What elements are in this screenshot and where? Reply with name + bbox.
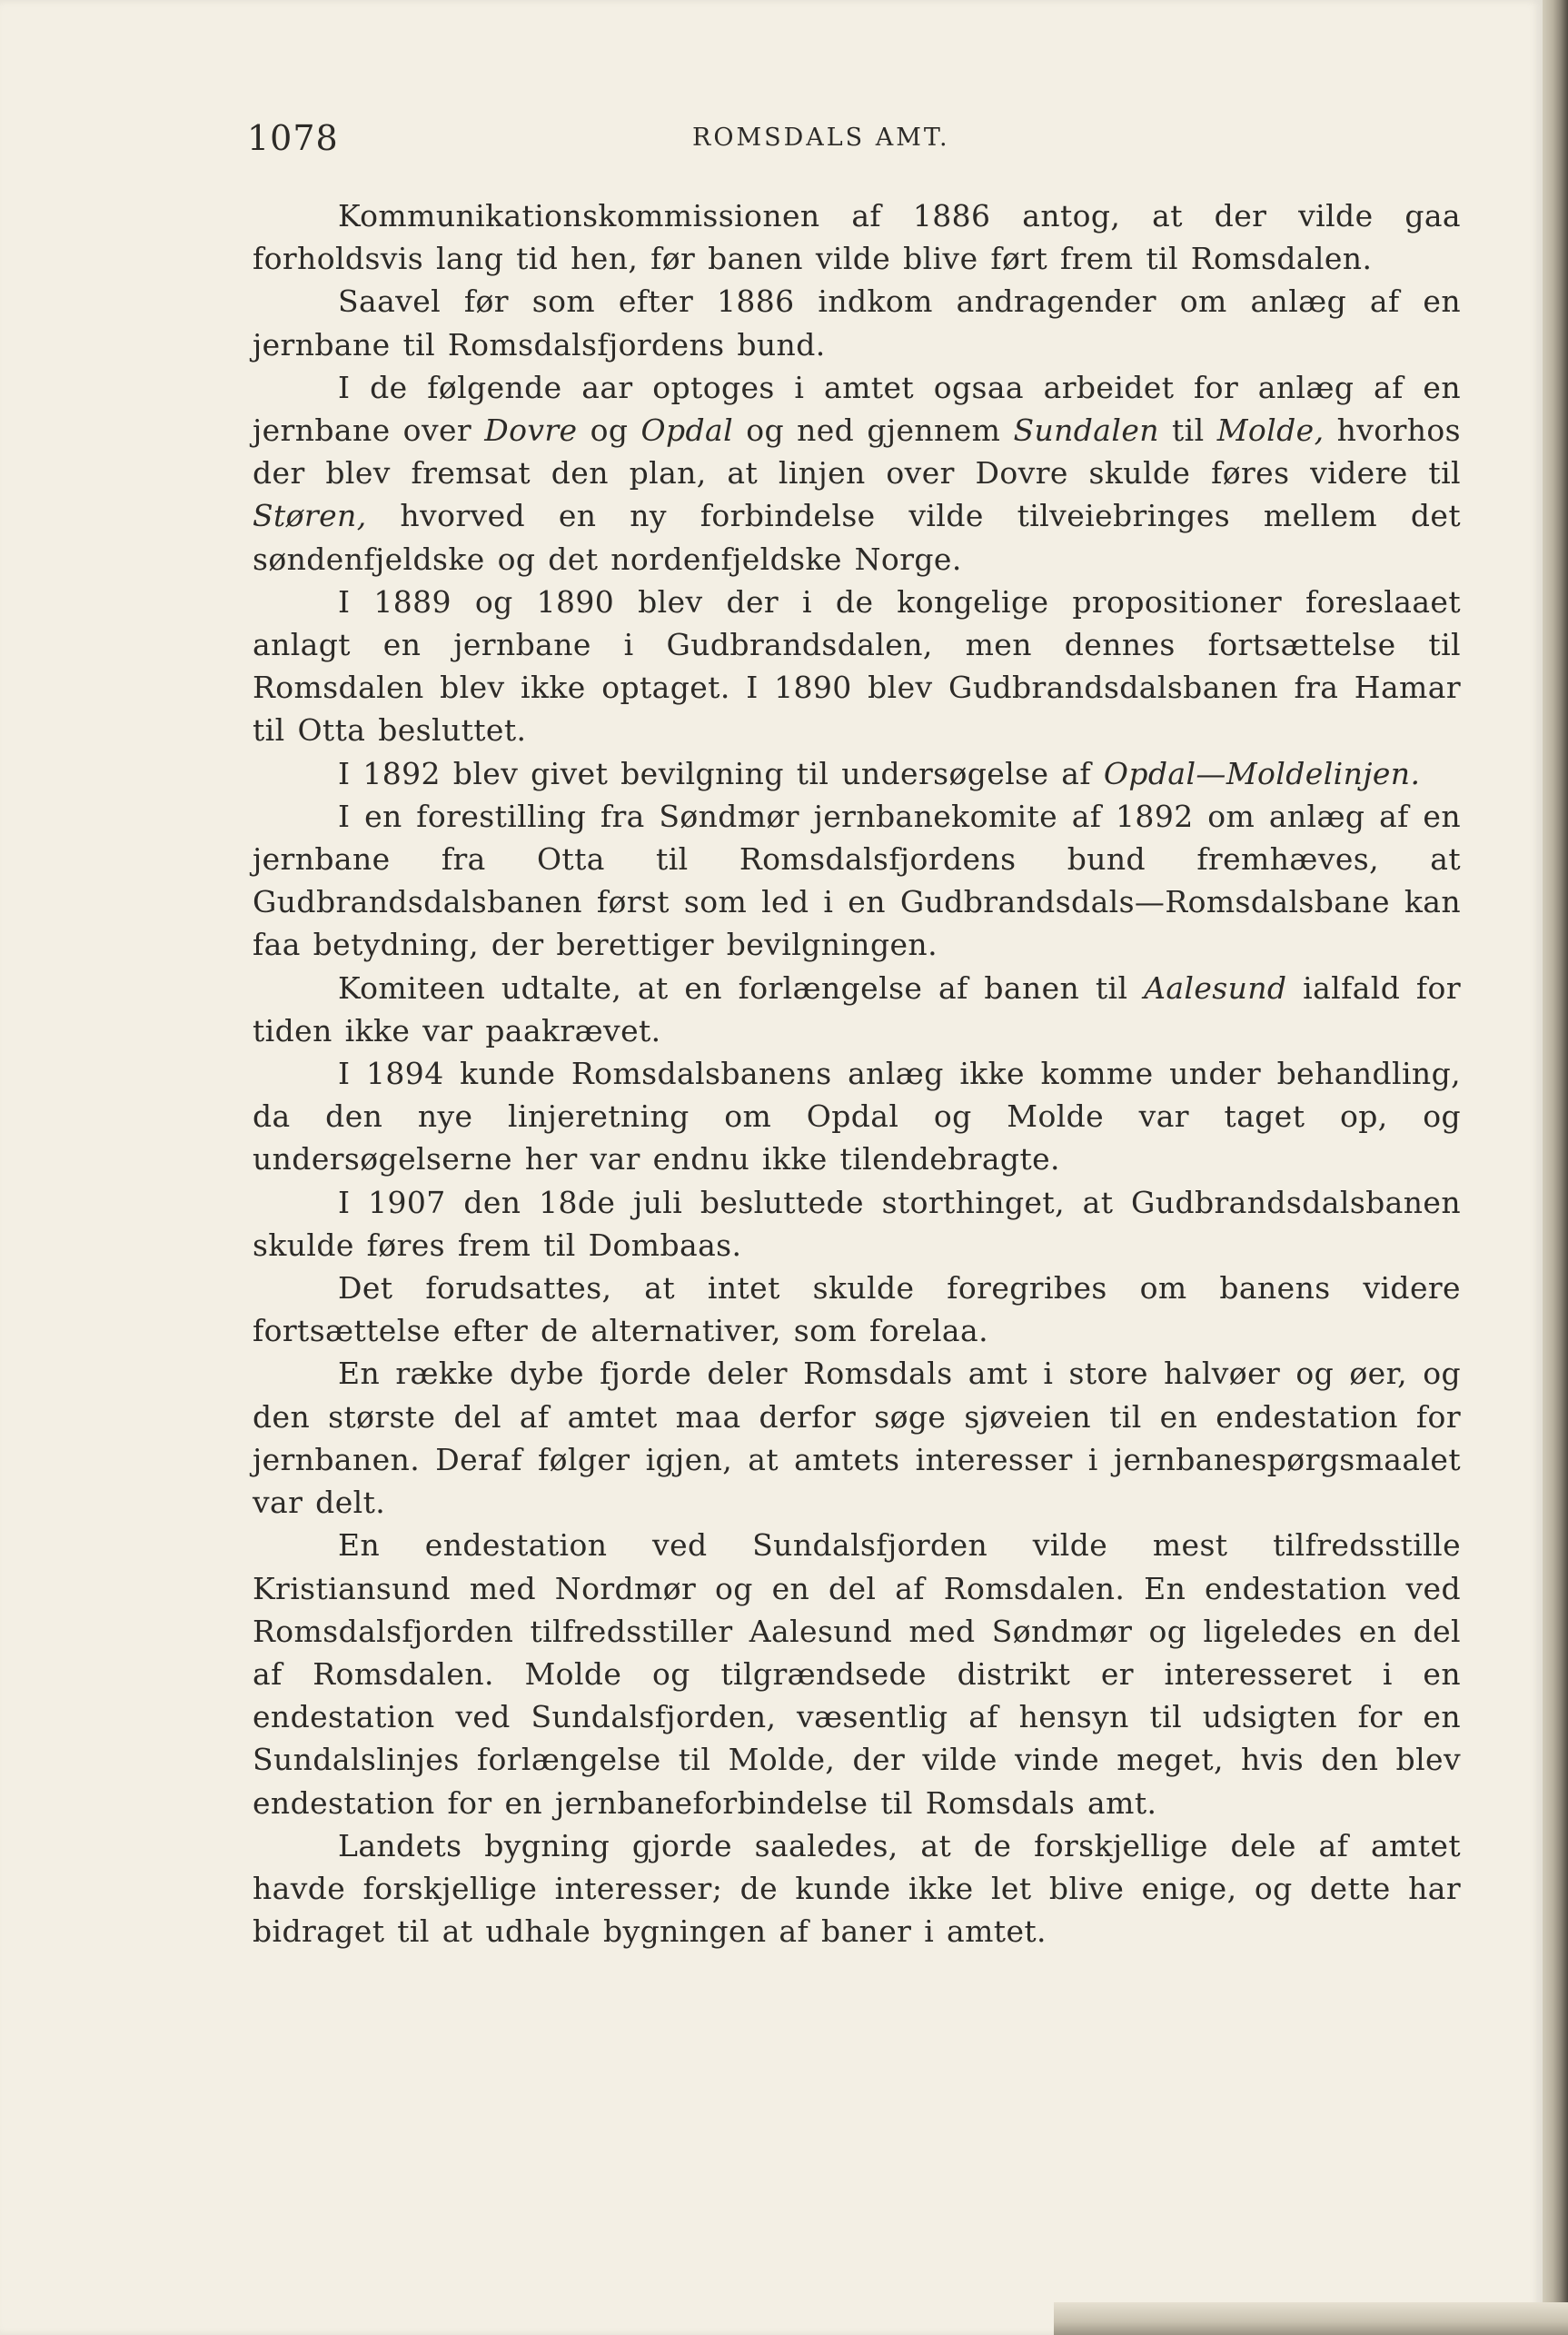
body-text [253, 194, 1461, 1952]
paragraph: Kommunikationskommissionen af 1886 antog, at der vilde gaa forholdsvis lang tid hen, før banen vilde blive ført frem til Romsdalen. [253, 198, 1461, 277]
text-run: og [577, 412, 641, 449]
paragraph: En endestation ved Sundalsfjorden vilde mest tilfredsstille Kristiansund med Nordmør og en del af Romsdalen. En endestation ved Romsdalsfjorden tilfredsstiller Aalesund med Søndmør og ligeledes en del af Romsdalen. Molde og tilgrændsede distrikt er interesseret i en endestation ved Sundalsfjorden, væsentlig af hensyn til udsigten for en Sundalslinjes forlængelse til Molde, der vilde vinde meget, hvis den blev endestation for en jernbaneforbindelse til Romsdals amt. [253, 1527, 1461, 1821]
place-name-italic: Støren, [253, 498, 367, 534]
page-edge-shadow [1543, 0, 1568, 2335]
place-name-italic: Molde, [1216, 412, 1325, 449]
text-run: hvorhos der blev fremsat den plan, at linjen over Dovre skulde føres videre til [253, 412, 1461, 492]
paragraph [253, 366, 1461, 581]
paragraph: I 1907 den 18de juli besluttede storthinget, at Gudbrandsdalsbanen skulde føres frem til Dombaas. [253, 1184, 1461, 1263]
place-name-italic: Sundalen [1013, 412, 1159, 449]
paragraph [253, 752, 1461, 795]
running-title: ROMSDALS AMT. [692, 124, 950, 152]
text-run: og ned gjennem [733, 412, 1014, 449]
page-fold-shadow [1054, 2302, 1568, 2335]
text-run: ialfald for tiden ikke var paakrævet. [253, 969, 1461, 1048]
page-number: 1078 [247, 118, 339, 158]
place-name-italic: Aalesund [1144, 969, 1287, 1006]
paragraph: Saavel før som efter 1886 indkom andragender om anlæg af en jernbane til Romsdalsfjordens bund. [253, 283, 1461, 363]
text-run: hvorved en ny forbindelse vilde tilveiebringes mellem det søndenfjeldske og det nordenfjeldske Norge. [253, 498, 1461, 577]
place-name-italic: Opdal [640, 412, 734, 449]
route-name-italic: Opdal—Moldelinjen. [1103, 755, 1421, 791]
paragraph: I en forestilling fra Søndmør jernbanekomite af 1892 om anlæg af en jernbane fra Otta til Romsdalsfjordens bund fremhæves, at Gudbrandsdalsbanen først som led i en Gudbrandsdals—Romsdalsbane kan faa betydning, der berettiger bevilgningen. [253, 798, 1461, 963]
page-header [247, 118, 1464, 164]
paragraph: En række dybe fjorde deler Romsdals amt i store halvøer og øer, og den største del af amtet maa derfor søge sjøveien til en endestation for jernbanen. Deraf følger igjen, at amtets interesser i jernbanespørgsmaalet var delt. [253, 1356, 1461, 1521]
place-name-italic: Dovre [484, 412, 578, 449]
text-run: Komiteen udtalte, at en forlængelse af banen til [338, 969, 1145, 1006]
paragraph: Det forudsattes, at intet skulde foregribes om banens videre fortsættelse efter de alternativer, som forelaa. [253, 1270, 1461, 1349]
paragraph [253, 967, 1461, 1052]
paragraph: I 1894 kunde Romsdalsbanens anlæg ikke komme under behandling, da den nye linjeretning om Opdal og Molde var taget op, og undersøgelserne her var endnu ikke tilendebragte. [253, 1056, 1461, 1177]
paragraph: I 1889 og 1890 blev der i de kongelige propositioner foreslaaet anlagt en jernbane i Gudbrandsdalen, men dennes fortsættelse til Romsdalen blev ikke optaget. I 1890 blev Gudbrandsdalsbanen fra Hamar til Otta besluttet. [253, 583, 1461, 749]
text-run: I 1892 blev givet bevilgning til undersøgelse af [338, 755, 1104, 791]
text-run: I de følgende aar optoges i amtet ogsaa arbeidet for anlæg af en jernbane over [253, 369, 1461, 449]
paragraph: Landets bygning gjorde saaledes, at de forskjellige dele af amtet havde forskjellige interesser; de kunde ikke let blive enige, og dette har bidraget til at udhale bygningen af baner i amtet. [253, 1827, 1461, 1950]
text-run: til [1158, 412, 1217, 449]
